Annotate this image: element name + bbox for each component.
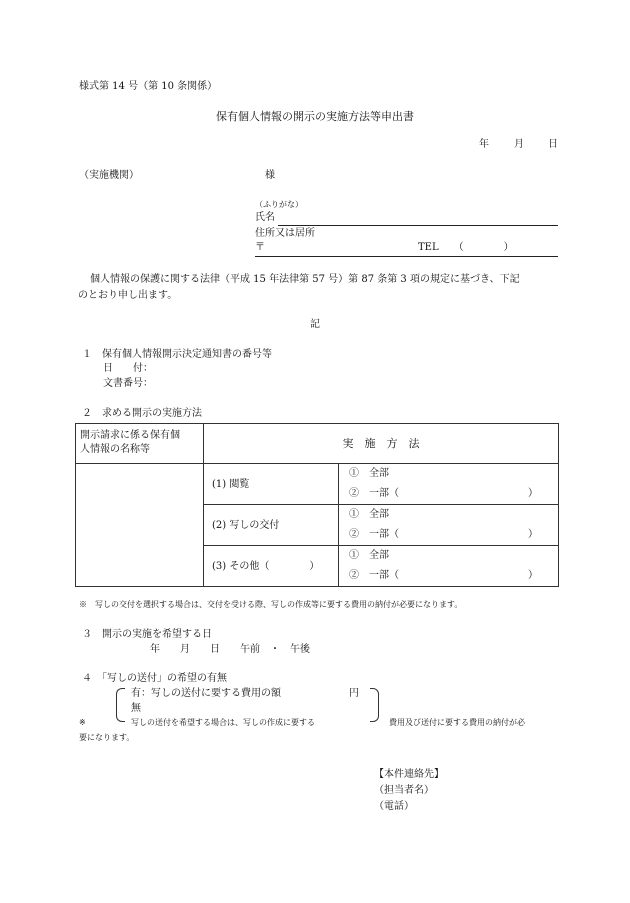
form-number: 様式第 14 号（第 10 条関係） <box>79 81 218 92</box>
option-partial-close: ） <box>528 570 538 581</box>
right-brace <box>370 688 379 722</box>
date-year-label: 年 <box>479 139 489 150</box>
header-info-name-line2: 人情報の名称等 <box>80 444 150 455</box>
section4-heading: ４ 「写しの送付」の希望の有無 <box>82 673 227 684</box>
intro-line-1: 個人情報の保護に関する法律（平成 15 年法律第 57 号）第 87 条第 3 項の規定に基づき、下記 <box>90 274 520 285</box>
option-cell-1 <box>339 464 559 505</box>
date-day-label: 日 <box>548 139 558 150</box>
info-name-cell[interactable] <box>76 464 204 587</box>
header-info-name-line1: 開示請求に係る保有個 <box>80 430 180 441</box>
option-partial-close: ） <box>528 488 538 499</box>
section1-docno-label: 文書番号： <box>103 378 153 389</box>
name-field-line[interactable] <box>278 225 558 226</box>
method-label-copy: (2) 写しの交付 <box>212 520 280 531</box>
option-partial-label: ② 一部（ <box>349 529 399 540</box>
option-partial[interactable] <box>339 525 558 545</box>
address-label: 住所又は居所 <box>255 228 315 239</box>
section1-heading: １ 保有個人情報開示決定通知書の番号等 <box>82 349 272 360</box>
section2-note: ※ 写しの交付を選択する場合は、交付を受ける際、写しの作成等に要する費用の納付が必要になります。 <box>79 600 463 609</box>
option-partial-label: ② 一部（ <box>349 488 399 499</box>
date-month-label: 月 <box>514 139 524 150</box>
name-label: 氏名 <box>255 212 275 223</box>
address-field-line[interactable] <box>255 256 558 257</box>
tel-label: TEL （ ） <box>418 242 514 253</box>
agency-label: （実施機関） <box>79 170 139 181</box>
yen-label: 円 <box>349 688 359 699</box>
contact-phone: （電話） <box>374 801 414 812</box>
section4-note-b: 費用及び送付に要する費用の納付が必 <box>389 718 525 727</box>
send-option-yes[interactable]: 有：写しの送付に要する費用の額 <box>131 688 281 699</box>
method-label-other: (3) その他（ ） <box>212 561 320 572</box>
ki-label: 記 <box>310 319 320 330</box>
option-partial[interactable] <box>339 566 558 586</box>
option-partial-label: ② 一部（ <box>349 570 399 581</box>
section3-heading: ３ 開示の実施を希望する日 <box>82 629 212 640</box>
option-all[interactable]: ① 全部 <box>349 509 389 520</box>
option-all[interactable]: ① 全部 <box>349 550 389 561</box>
postal-mark: 〒 <box>255 242 265 253</box>
section4-note-a: 写しの送付を希望する場合は、写しの作成に要する <box>131 718 315 727</box>
send-option-no[interactable]: 無 <box>131 703 141 714</box>
option-partial-close: ） <box>528 529 538 540</box>
method-row-3 <box>204 546 339 587</box>
method-label-view: (1) 閲覧 <box>212 479 250 490</box>
option-all[interactable]: ① 全部 <box>349 468 389 479</box>
header-method-label: 実 施 方 法 <box>342 437 420 450</box>
form-title: 保有個人情報の開示の実施方法等申出書 <box>216 110 414 123</box>
header-method <box>204 424 559 464</box>
section3-date-line: 年 月 日 午前 ・ 午後 <box>150 644 310 655</box>
section4-note-c: 要になります。 <box>79 733 135 742</box>
contact-person: （担当者名） <box>374 785 434 796</box>
section2-heading: ２ 求める開示の実施方法 <box>82 408 202 419</box>
option-cell-3 <box>339 546 559 587</box>
section1-date-label: 日 付： <box>103 363 153 374</box>
intro-line-2: のとおり申し出ます。 <box>78 290 178 301</box>
furigana-label: （ふりがな） <box>255 200 303 209</box>
contact-heading: 【本件連絡先】 <box>374 769 444 780</box>
disclosure-method-table <box>75 423 559 587</box>
section4-note-mark: ※ <box>79 718 86 727</box>
honorific-label: 様 <box>265 170 275 181</box>
method-row-1 <box>204 464 339 505</box>
method-row-2 <box>204 505 339 546</box>
option-cell-2 <box>339 505 559 546</box>
left-brace <box>116 688 125 722</box>
header-info-name <box>76 424 204 464</box>
option-partial[interactable] <box>339 484 558 504</box>
